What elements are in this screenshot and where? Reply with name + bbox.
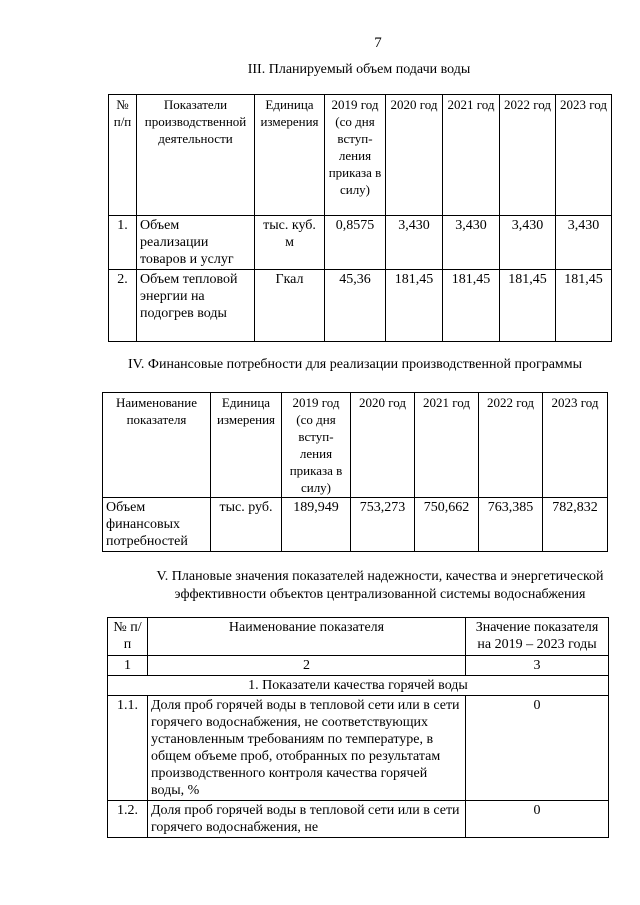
group-heading: 1. Показатели качества горячей воды (108, 676, 609, 696)
value-2021: 750,662 (415, 498, 479, 552)
row-number: 2. (109, 270, 137, 342)
row-unit: тыс. руб. (211, 498, 282, 552)
value-2022: 3,430 (500, 216, 556, 270)
row-name: Объем реализации товаров и услуг (137, 216, 255, 270)
header-indicator: Наименование показателя (148, 618, 466, 656)
indicators-table (107, 617, 609, 838)
row-value: 0 (466, 801, 609, 838)
header-indicator: Показатели производственной деятельности (137, 95, 255, 216)
header-2023: 2023 год (556, 95, 612, 216)
header-number: № п/п (109, 95, 137, 216)
value-2023: 181,45 (556, 270, 612, 342)
row-number: 1.1. (108, 696, 148, 801)
value-2021: 181,45 (443, 270, 500, 342)
value-2020: 3,430 (386, 216, 443, 270)
page-number: 7 (374, 35, 382, 51)
table-row (109, 216, 612, 270)
value-2019: 45,36 (325, 270, 386, 342)
row-name: Объем тепловой энергии на подогрев воды (137, 270, 255, 342)
header-2019: 2019 год (со дня вступ-ления приказа в силу) (282, 393, 351, 498)
section-5-title-line2: эффективности объектов централизованной системы водоснабжения (174, 587, 586, 602)
header-2023: 2023 год (543, 393, 608, 498)
financial-needs-table (102, 392, 608, 552)
header-2021: 2021 год (443, 95, 500, 216)
value-2019: 189,949 (282, 498, 351, 552)
row-name: Доля проб горячей воды в тепловой сети или в сети горячего водоснабжения, не соответствующих установленным требованиям по температуре, в общем объеме проб, отобранных по результатам производственного контроля качества горячей воды, % (148, 696, 466, 801)
table-row (108, 801, 609, 838)
row-name: Доля проб горячей воды в тепловой сети или в сети горячего водоснабжения, не (148, 801, 466, 838)
header-value: Значение показателя на 2019 – 2023 годы (466, 618, 609, 656)
section-5-title (120, 568, 640, 604)
header-indicator: Наименование показателя (103, 393, 211, 498)
header-unit: Единица измерения (255, 95, 325, 216)
table-row (109, 270, 612, 342)
column-number-3: 3 (466, 656, 609, 676)
column-number-1: 1 (108, 656, 148, 676)
row-number: 1.2. (108, 801, 148, 838)
value-2020: 753,273 (351, 498, 415, 552)
header-2020: 2020 год (351, 393, 415, 498)
table-row (103, 498, 608, 552)
header-unit: Единица измерения (211, 393, 282, 498)
column-number-2: 2 (148, 656, 466, 676)
header-2020: 2020 год (386, 95, 443, 216)
row-value: 0 (466, 696, 609, 801)
value-2020: 181,45 (386, 270, 443, 342)
section-5-title-line1: V. Плановые значения показателей надежности, качества и энергетической (156, 569, 604, 584)
section-3-title: III. Планируемый объем подачи воды (247, 62, 471, 77)
value-2022: 763,385 (479, 498, 543, 552)
value-2023: 3,430 (556, 216, 612, 270)
value-2023: 782,832 (543, 498, 608, 552)
row-number: 1. (109, 216, 137, 270)
header-2019: 2019 год (со дня вступ-ления приказа в силу) (325, 95, 386, 216)
row-unit: тыс. куб. м (255, 216, 325, 270)
water-supply-table (108, 94, 612, 342)
section-4-title: IV. Финансовые потребности для реализации производственной программы (127, 357, 583, 372)
row-unit: Гкал (255, 270, 325, 342)
table-row (108, 696, 609, 801)
value-2019: 0,8575 (325, 216, 386, 270)
value-2021: 3,430 (443, 216, 500, 270)
header-2021: 2021 год (415, 393, 479, 498)
header-number: № п/п (108, 618, 148, 656)
header-2022: 2022 год (500, 95, 556, 216)
value-2022: 181,45 (500, 270, 556, 342)
row-name: Объем финансовых потребностей (103, 498, 211, 552)
header-2022: 2022 год (479, 393, 543, 498)
